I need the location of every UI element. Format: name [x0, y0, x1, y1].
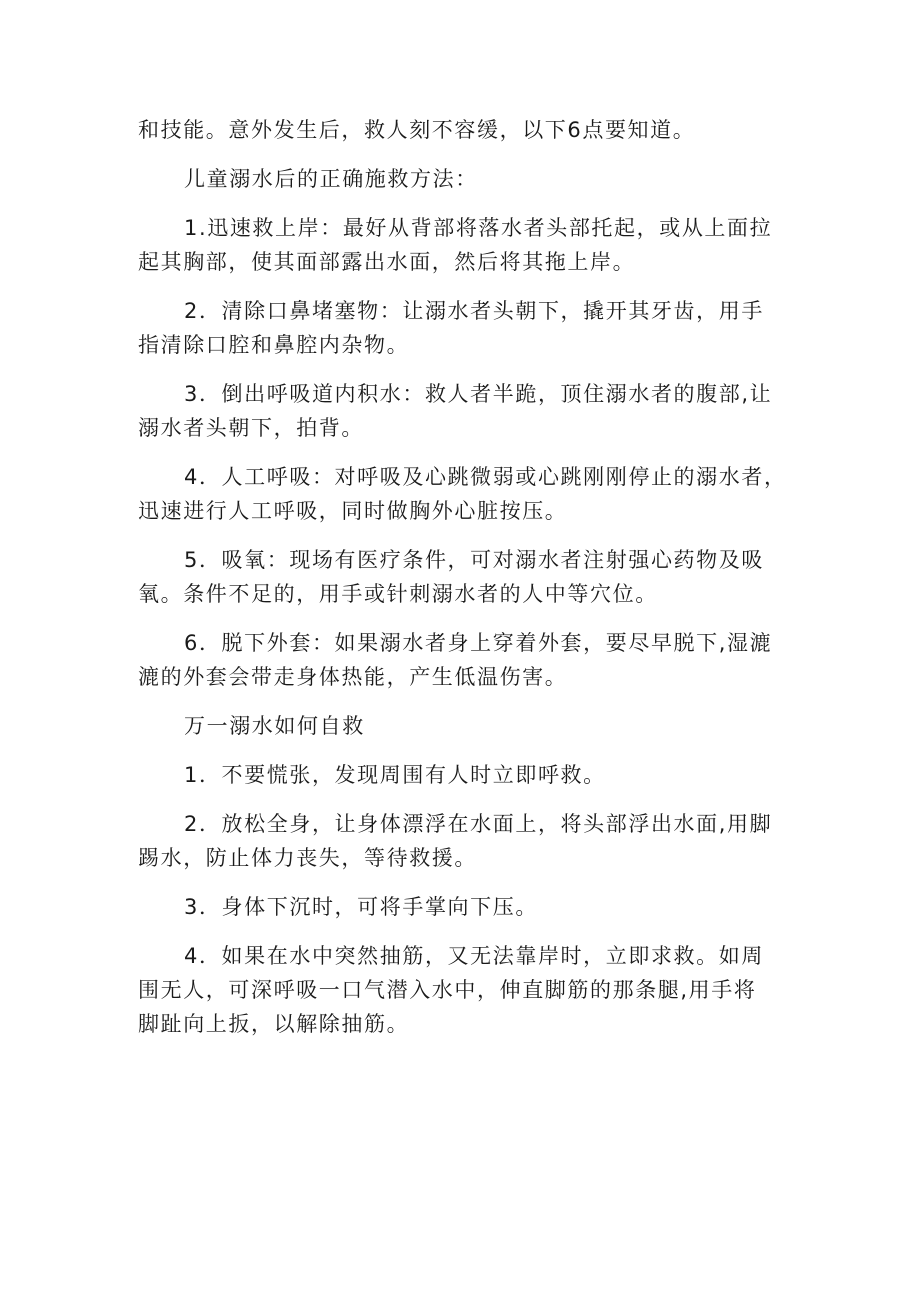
section-heading: 儿童溺水后的正确施救方法：	[184, 167, 478, 191]
paragraph-line: 1．不要慌张，发现周围有人时立即呼救。	[184, 763, 606, 787]
paragraph-line: 1.迅速救上岸：最好从背部将落水者头部托起，或从上面拉	[184, 216, 773, 240]
document-body	[138, 113, 788, 1041]
paragraph-line: 漉的外套会带走身体热能，产生低温伤害。	[138, 665, 568, 689]
paragraph-line: 3．倒出呼吸道内积水：救人者半跪，顶住溺水者的腹部,让	[184, 382, 773, 406]
section-heading: 万一溺水如何自救	[184, 714, 365, 738]
paragraph-line: 迅速进行人工呼吸，同时做胸外心脏按压。	[138, 499, 568, 523]
paragraph-line: 3．身体下沉时，可将手掌向下压。	[184, 895, 538, 919]
paragraph-line: 溺水者头朝下，拍背。	[138, 416, 364, 440]
paragraph-line: 氧。条件不足的，用手或针刺溺水者的人中等穴位。	[138, 582, 658, 606]
paragraph-line: 指清除口腔和鼻腔内杂物。	[138, 333, 410, 357]
paragraph-line: 6．脱下外套：如果溺水者身上穿着外套，要尽早脱下,湿漉	[184, 631, 773, 655]
paragraph-line: 4．人工呼吸：对呼吸及心跳微弱或心跳刚刚停止的溺水者，	[184, 465, 787, 489]
paragraph-line: 围无人，可深呼吸一口气潜入水中，伸直脚筋的那条腿,用手将	[138, 978, 757, 1002]
paragraph-line: 2．放松全身，让身体漂浮在水面上，将头部浮出水面,用脚	[184, 812, 773, 836]
paragraph-line: 起其胸部，使其面部露出水面，然后将其拖上岸。	[138, 250, 636, 274]
paragraph-line: 脚趾向上扳，以解除抽筋。	[138, 1012, 410, 1036]
paragraph-line: 2．清除口鼻堵塞物：让溺水者头朝下，撬开其牙齿，用手	[184, 299, 764, 323]
paragraph-line: 4．如果在水中突然抽筋，又无法靠岸时，立即求救。如周	[184, 944, 764, 968]
paragraph-line: 5．吸氧：现场有医疗条件，可对溺水者注射强心药物及吸	[184, 548, 764, 572]
paragraph-line: 和技能。意外发生后，救人刻不容缓，以下6点要知道。	[138, 118, 696, 142]
paragraph-line: 踢水，防止体力丧失，等待救援。	[138, 846, 477, 870]
